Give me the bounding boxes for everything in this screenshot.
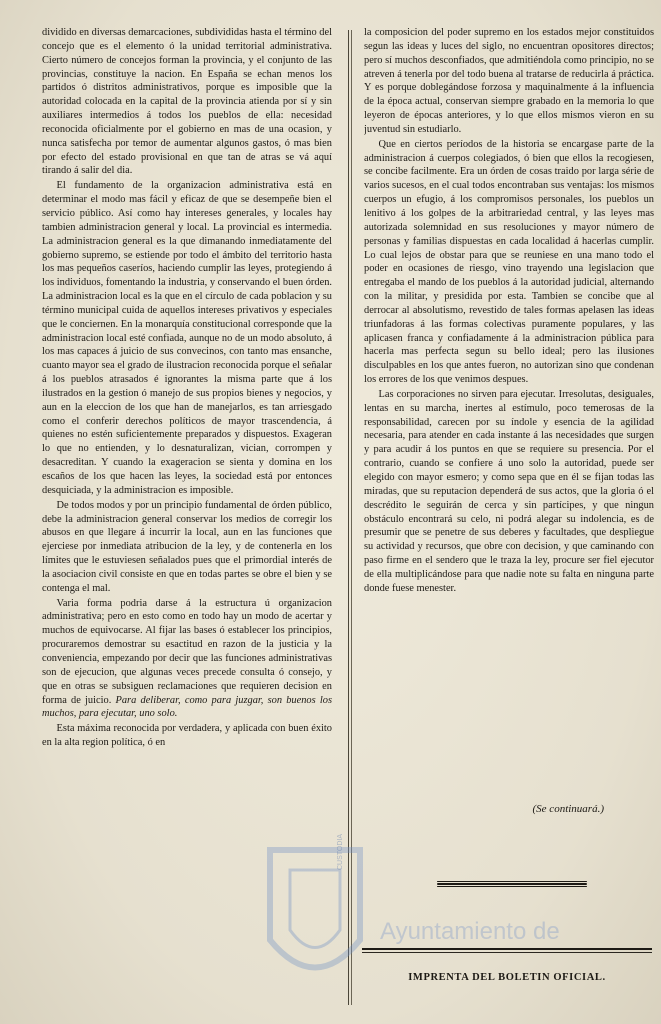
watermark-text: Ayuntamiento de bbox=[380, 918, 560, 945]
paragraph bbox=[42, 597, 332, 722]
ornamental-rule bbox=[437, 878, 587, 890]
imprint-line: IMPRENTA DEL BOLETIN OFICIAL. bbox=[408, 972, 606, 983]
paragraph: la composicion del poder supremo en los estados mejor constituidos segun las ideas y luces del siglo, no encuentran opositores directos; pero sí muchos desconfiados, que admitiéndola como principio, no se atreven á tenerla por del todo buena al tratarse de reducirla á práctica. Y es porque doblegándose forzosa y maquinalmente á la influencia de la época actual, conservan siempre grabado en la memoria lo que leyeron de épocas anteriores, y lo que ellos mismos vieron en su juventud sin estudiarlo. bbox=[364, 27, 654, 135]
column-divider bbox=[348, 30, 349, 1005]
paragraph: Que en ciertos períodos de la historia se encargase parte de la administracion á cuerpos colegiados, ó bien que ellos la recogiesen, se concibe facilmente. Era un órden de cosas traido por larga série de varios sucesos, en el cual todos encontraban sus ventajas: los mismos cuerpos un efugio, á los compromisos personales, los pueblos un lenitivo á los golpes de la arbitrariedad central, y las leyes mas autorizada solemnidad en sus resoluciones y mayor número de personas y familias dispuestas en cada localidad á hacerlas cumplir. Lo cual lejos de obstar para que se reuniese en una mano todo el poder en ocasiones de riesgo, vino trayendo una legislacion que entregaba el mando de los pueblos á la autoridad judicial, alternando con la militar, y presidida por esta. Tambien se concibe que al derrocar al absolutismo, revestido de tales formas apelasen las ideas triunfadoras á las formas colectivas puramente populares, y las aplicasen franca y confiadamente á la administracion pública para hacerla mas perfecta segun su bello ideal; pero las ilusiones disculpables en los que antes fueron, no autorizan sino que condenan los errores de los que venimos despues. bbox=[364, 138, 654, 386]
continuation-note: (Se continuará.) bbox=[532, 803, 604, 815]
paragraph-text: Varia forma podria darse á la estructura ú organizacion administrativa; pero en esto como en todo hay un modo de acertar y muchos de equivocarse. Al fijar las bases ó establecer los principios, procuraremos demostrar su esactitud en razon de la justicia y la conveniencia, empezando por decir que las funciones administrativas son de ejecucion, que algunas veces precede consulta ó consejo, y que en otras se subsiguen reclamaciones que requieren decision en forma de juicio. bbox=[42, 597, 332, 706]
watermark-side-text: CUSTODIA bbox=[337, 833, 344, 870]
ornament-line-main bbox=[437, 883, 587, 885]
paragraph: El fundamento de la organizacion administrativa está en determinar el modo mas fácil y eficaz de que se desempeñe bien el servicio público. Así como hay intereses generales, y locales hay tambien administracion general y local. La provincial es intermedia. La administracion general es la que dimanando inmediatamente del gobierno supremo, se estiende por todo el ámbito del territorio hasta los mas pequeños caseríos, haciendo cumplir las leyes, protegiendo á los individuos, fomentando la industria, y conservando el buen órden. La administracion local es la que en el círculo de cada poblacion y su término municipal cuida de aquellos intereses privativos y especiales que le conciernen. En la monarquía constitucional corresponde que la administracion local esté confiada, aunque no de un modo absoluto, á los mas capaces á juicio de sus convecinos, con tanto mas ensanche, cuanto mayor sea el grado de ilustracion reconocida porque el señalar á los pueblos atrasados é ignorantes la misma parte que á los ilustrados en la gestion ó manejo de sus propios bienes y negocios, y aun en la eleccion de los que han de manejarlos, es tan arriesgado como el conferir derechos políticos de mayor trascendencia, á quienes no estén suficientemente preparados y dispuestos. Exageran lo que no entienden, y lo desnaturalizan, vician, corrompen y desacreditan. Y cuando la exageracion se sienta y domina en los escaños de los que hacen las leyes, la sociedad está por entonces desquiciada, y la administracion es imposible. bbox=[42, 180, 332, 496]
ornament-line-bottom bbox=[437, 886, 587, 887]
paragraph: De todos modos y por un principio fundamental de órden público, debe la administracion general conservar los medios de corregir los abusos en que llegare á incurrir la local, aun en las funciones que ejerciese por inmediata atribucion de la ley, y de contenerla en los límites que le estuviesen señalados pues que el primordial interés de la asociacion civil consiste en que en todas partes se obre el bien y se contenga el mal. bbox=[42, 499, 332, 594]
right-column bbox=[364, 26, 654, 794]
imprint-rule bbox=[362, 948, 652, 950]
ornament-line-top bbox=[437, 881, 587, 882]
paragraph: dividido en diversas demarcaciones, subdivididas hasta el término del concejo que es el elemento ó la unidad territorial administrativa. Cierto número de concejos forman la provincia, y el conjunto de las provincias, constituye la nacion. En España se echan menos los partidos ó distritos administrativos, porque es imposible que la autoridad colocada en la capital de la provincia atienda por sí y sin auxiliares intermedios á todos los pueblos de ella: necesidad reconocida oficialmente por el gobierno en mas de una ocasion, y nunca satisfecha por temor de aumentar algunos gastos, ó mas bien por efecto del estado provisional en que tan de atras se vá aquí tirando á salir del dia. bbox=[42, 27, 332, 177]
paragraph: Las corporaciones no sirven para ejecutar. Irresolutas, desiguales, lentas en su marcha, inertes al estímulo, poco temerosas de la responsabilidad, carecen por su índole y esencia de la agilidad necesaria, para atender en cada instante á las necesidades que surgen y para acudir á los puntos en que se requiere su presencia. Por el contrario, cuando se confiere á uno solo la autoridad, puede ser elegido con mayor esmero; y como sepa que en él se fijan todas las miradas, que su reputacion dependerá de sus actos, que la gloria ó el descrédito le seguirán de cerca y sin partícipes, y que ningun obstáculo encontrará su celo, ni podrá alegar su indolencia, es de presumir que se penetre de sus deberes y facultades, que despliegue su actividad y recursos, que obre con decision, y que caminando con paso firme en el sendero que le traza la ley, procure ser fiel ejecutor de ella multiplicándose para que nadie note su falta en ninguna parte donde fuese menester. bbox=[364, 388, 654, 594]
italic-maxim: Para deliberar, como para juzgar, son buenos los muchos, para ejecutar, uno solo. bbox=[42, 694, 332, 720]
left-column bbox=[42, 26, 332, 984]
paragraph: Esta máxima reconocida por verdadera, y aplicada con buen éxito en la alta region política, ó en bbox=[42, 723, 332, 749]
